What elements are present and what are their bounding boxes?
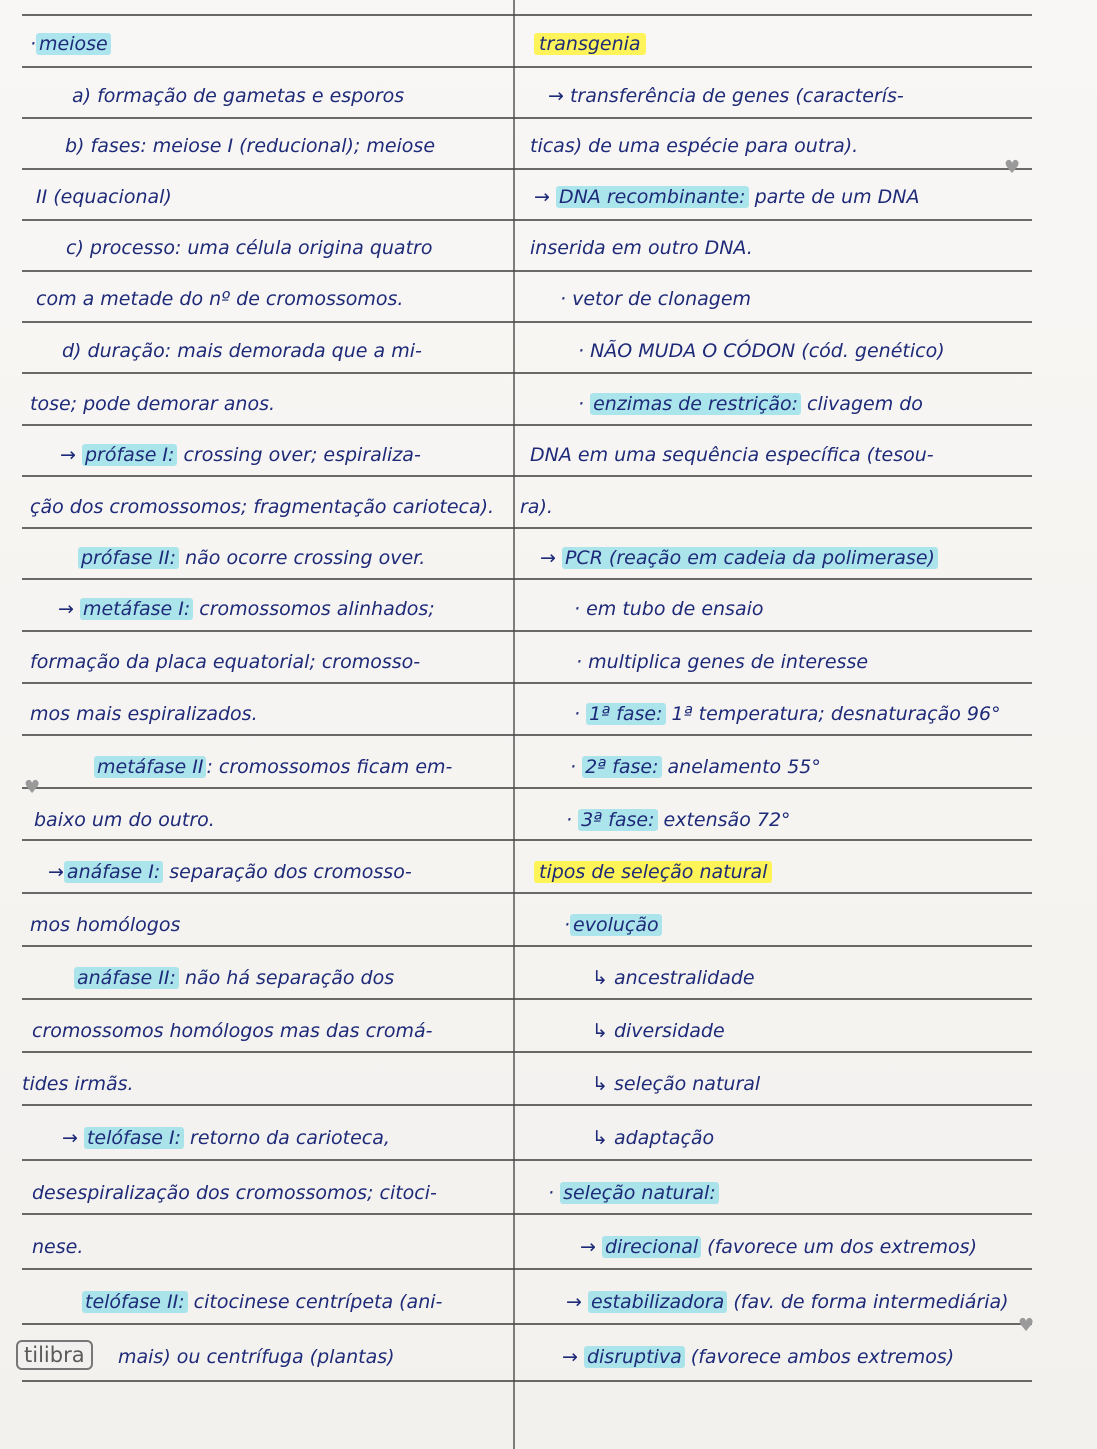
right-line: → DNA recombinante: parte de um DNA — [534, 186, 920, 208]
heart-icon: ♥ — [24, 777, 41, 798]
left-line: cromossomos homólogos mas das cromá- — [32, 1020, 433, 1042]
left-line: baixo um do outro. — [34, 809, 215, 831]
left-line: → metáfase I: cromossomos alinhados; — [58, 598, 435, 620]
left-line: desespiralização dos cromossomos; citoci- — [32, 1182, 437, 1204]
rule-line — [22, 475, 1032, 477]
rule-line — [22, 14, 1032, 16]
right-line: → direcional (favorece um dos extremos) — [580, 1236, 977, 1258]
right-line: → estabilizadora (fav. de forma intermediária) — [566, 1291, 1009, 1313]
left-line: formação da placa equatorial; cromosso- — [30, 651, 421, 673]
right-line: ↳ ancestralidade — [592, 967, 755, 989]
term-telophase-1: telófase I: — [84, 1127, 184, 1149]
right-line: inserida em outro DNA. — [530, 237, 753, 259]
right-line: · 2ª fase: anelamento 55° — [570, 756, 821, 778]
right-line: ticas) de uma espécie para outra). — [530, 135, 859, 157]
left-line: tose; pode demorar anos. — [30, 393, 276, 415]
right-line: · 1ª fase: 1ª temperatura; desnaturação 96° — [574, 703, 1001, 725]
right-line: · vetor de clonagem — [560, 288, 752, 310]
rule-line — [22, 527, 1032, 529]
term-selecao-natural: seleção natural: — [560, 1182, 719, 1204]
heart-icon: ♥ — [1018, 1315, 1035, 1336]
left-line: tides irmãs. — [22, 1073, 134, 1095]
left-line: → anáfase I: separação dos cromosso- — [48, 861, 412, 883]
rule-line — [22, 630, 1032, 632]
rule-line — [22, 1268, 1032, 1270]
term-enzimas: enzimas de restrição: — [590, 393, 801, 415]
right-line: · seleção natural: — [548, 1181, 719, 1205]
tilibra-logo: tilibra — [16, 1340, 93, 1370]
title-selecao-natural: tipos de seleção natural — [534, 861, 772, 883]
term-direcional: direcional — [602, 1236, 701, 1258]
rule-line — [22, 945, 1032, 947]
right-line: · evolução — [564, 913, 662, 937]
left-line: ção dos cromossomos; fragmentação carioteca). — [30, 496, 495, 518]
term-prophase-1: prófase I: — [82, 444, 177, 466]
rule-line — [22, 270, 1032, 272]
right-line: · 3ª fase: extensão 72° — [566, 809, 791, 831]
right-line: ra). — [520, 496, 553, 518]
rule-line — [22, 321, 1032, 323]
term-pcr: PCR (reação em cadeia da polimerase) — [562, 547, 938, 569]
term-metaphase-1: metáfase I: — [80, 598, 193, 620]
left-line: mos mais espiralizados. — [30, 703, 258, 725]
rule-line — [22, 117, 1032, 119]
rule-line — [22, 168, 1032, 170]
right-line: ↳ seleção natural — [592, 1073, 761, 1095]
right-line: · multiplica genes de interesse — [576, 651, 869, 673]
rule-line — [22, 787, 1032, 789]
column-divider — [513, 0, 515, 1449]
rule-line — [22, 219, 1032, 221]
rule-line — [22, 1213, 1032, 1215]
right-line — [534, 32, 646, 56]
left-line: telófase II: citocinese centrípeta (ani- — [82, 1290, 442, 1314]
rule-line — [22, 1323, 1032, 1325]
term-anaphase-2: anáfase II: — [74, 967, 179, 989]
left-line: d) duração: mais demorada que a mi- — [62, 340, 422, 362]
term-fase-2: 2ª fase: — [582, 756, 661, 778]
left-line: metáfase II : cromossomos ficam em- — [94, 755, 452, 779]
term-prophase-2: prófase II: — [78, 547, 179, 569]
term-disruptiva: disruptiva — [584, 1346, 685, 1368]
rule-line — [22, 578, 1032, 580]
left-line: nese. — [32, 1236, 84, 1258]
rule-line — [22, 1159, 1032, 1161]
left-line: a) formação de gametas e esporos — [72, 85, 405, 107]
term-fase-1: 1ª fase: — [586, 703, 665, 725]
rule-line — [22, 1380, 1032, 1382]
right-line: ↳ diversidade — [592, 1020, 725, 1042]
right-line: → PCR (reação em cadeia da polimerase) — [540, 546, 938, 570]
right-line: DNA em uma sequência específica (tesou- — [530, 444, 934, 466]
right-line: → transferência de genes (caracterís- — [548, 85, 904, 107]
right-line: · NÃO MUDA O CÓDON (cód. genético) — [578, 340, 945, 362]
rule-line — [22, 372, 1032, 374]
left-line: mos homólogos — [30, 914, 181, 936]
right-line: ↳ adaptação — [592, 1127, 715, 1149]
left-line: c) processo: uma célula origina quatro — [66, 237, 433, 259]
rule-line — [22, 998, 1032, 1000]
rule-line — [22, 839, 1032, 841]
rule-line — [22, 1104, 1032, 1106]
right-line: → disruptiva (favorece ambos extremos) — [562, 1346, 955, 1368]
rule-line — [22, 424, 1032, 426]
term-dna-recombinante: DNA recombinante: — [556, 186, 749, 208]
term-metaphase-2: metáfase II — [94, 756, 206, 778]
title-meiose: meiose — [36, 33, 111, 55]
heart-icon: ♥ — [1004, 157, 1021, 178]
left-line: b) fases: meiose I (reducional); meiose — [65, 135, 436, 157]
right-line — [534, 860, 772, 884]
term-fase-3: 3ª fase: — [578, 809, 657, 831]
left-line: mais) ou centrífuga (plantas) — [118, 1346, 395, 1368]
left-line: · meiose — [30, 32, 111, 56]
left-line: → prófase I: crossing over; espiraliza- — [60, 444, 421, 466]
rule-line — [22, 892, 1032, 894]
left-line: prófase II: não ocorre crossing over. — [78, 546, 425, 570]
rule-line — [22, 1051, 1032, 1053]
term-estabilizadora: estabilizadora — [588, 1291, 727, 1313]
rule-line — [22, 682, 1032, 684]
term-evolucao: evolução — [570, 914, 662, 936]
left-line: anáfase II: não há separação dos — [74, 966, 394, 990]
rule-line — [22, 66, 1032, 68]
term-anaphase-1: anáfase I: — [64, 861, 163, 883]
right-line: · enzimas de restrição: clivagem do — [578, 393, 923, 415]
left-line: II (equacional) — [36, 186, 172, 208]
title-transgenia: transgenia — [534, 33, 646, 55]
right-line: · em tubo de ensaio — [574, 598, 764, 620]
rule-line — [22, 734, 1032, 736]
left-line: com a metade do nº de cromossomos. — [36, 288, 404, 310]
term-telophase-2: telófase II: — [82, 1291, 188, 1313]
left-line: → telófase I: retorno da carioteca, — [62, 1127, 390, 1149]
